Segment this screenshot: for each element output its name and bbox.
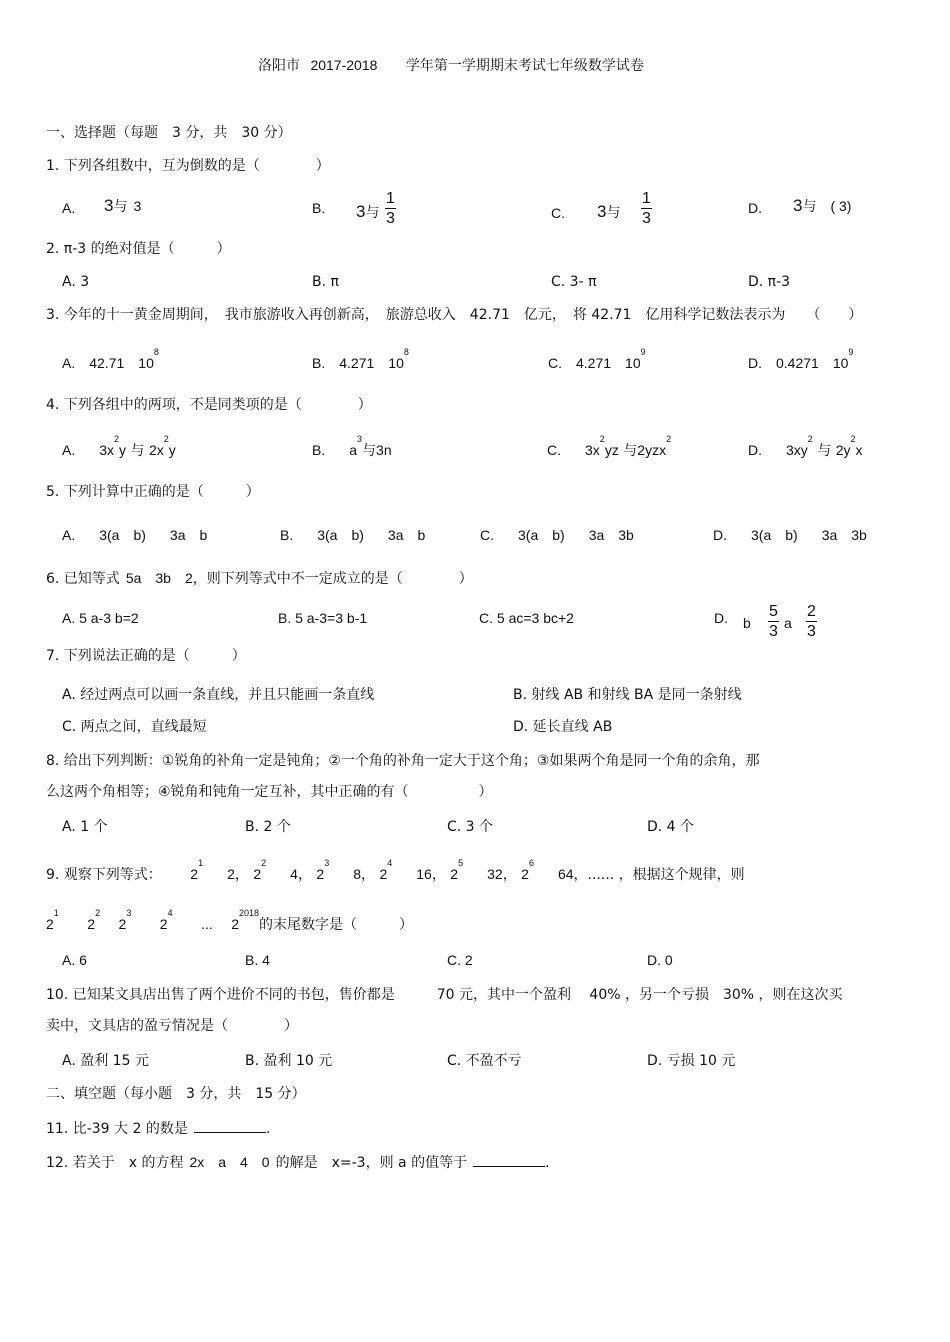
q3-stem: 3. 今年的十一黄金周期间， 我市旅游收入再创新高， 旅游总收入 42.71 亿元， 将 42.71 亿用科学记数法表示为 （ ） (46, 307, 863, 323)
q6-option-a: A. 5 a-3 b=2 (62, 610, 139, 626)
q5-stem: 5. 下列计算中正确的是（ ） (46, 484, 260, 500)
q1-option-d-label: D. (748, 200, 762, 216)
q2-stem: 2. π-3 的绝对值是（ ） (46, 241, 231, 257)
q2-option-c: C. 3- π (551, 274, 597, 290)
q6-stem: 6. 已知等式 5a 3b 2，则下列等式中不一定成立的是（ ） (46, 570, 473, 587)
q1-option-b-label: B. (312, 200, 326, 216)
q8-option-c: C. 3 个 (447, 819, 494, 835)
q4-stem: 4. 下列各组中的两项，不是同类项的是（ ） (46, 397, 372, 413)
q11-stem: 11. 比-39 大 2 的数是 . (46, 1121, 271, 1137)
q2-option-d: D. π-3 (748, 274, 791, 290)
q8-option-a: A. 1 个 (62, 819, 108, 835)
title-rest: 学年第一学期期末考试七年级数学试卷 (405, 58, 644, 74)
page-title (258, 56, 644, 75)
q6-option-d-var-b: b (743, 615, 751, 631)
q7-stem: 7. 下列说法正确的是（ ） (46, 648, 246, 664)
q6-option-d-label: D. (714, 610, 728, 626)
section-heading-fill: 二、填空题（每小题 3 分，共 15 分） (46, 1086, 306, 1102)
q10-option-c: C. 不盈不亏 (447, 1053, 522, 1069)
q4-option-a: A. $3x^2y$ 与 $2x^2y$ (62, 434, 176, 459)
q9-option-d: D. 0 (647, 952, 673, 968)
q1-stem: 1. 下列各组数中，互为倒数的是（ ） (46, 158, 330, 174)
q4-option-b: B. $a^3$与3n (312, 434, 392, 459)
q1-option-d: 3与 ( 3) (793, 196, 852, 215)
q1-option-a: 3与 3 (104, 196, 142, 215)
q6-option-c: C. 5 ac=3 bc+2 (479, 610, 574, 626)
q11-answer-blank[interactable] (194, 1120, 266, 1133)
q5-option-d: D. 3(a b) 3a 3b (713, 527, 867, 543)
q7-option-a: A. 经过两点可以画一条直线，并且只能画一条直线 (62, 687, 375, 703)
q1-option-b-fraction: 1 3 (386, 190, 395, 227)
q10-option-d: D. 亏损 10 元 (647, 1053, 736, 1069)
q6-option-d-fraction-1: 5 3 (769, 603, 778, 640)
q10-stem-line1: 10. 已知某文具店出售了两个进价不同的书包，售价都是 70 元，其中一个盈利 40% ，另一个亏损 30% ，则在这次买 (46, 987, 843, 1003)
section-heading-choice: 一、选择题（每题 3 分，共 30 分） (46, 125, 292, 141)
q1-option-b-whole: 3与 (356, 202, 380, 221)
q1-option-c-fraction: 1 3 (642, 190, 651, 227)
q9-option-b: B. 4 (245, 952, 270, 968)
q12-stem: 12. 若关于 x 的方程 2x a 4 0 的解是 x=-3，则 a 的值等于 . (46, 1154, 550, 1171)
q10-option-a: A. 盈利 15 元 (62, 1053, 149, 1069)
q3-option-d: D. 0.4271 $10^9$ (748, 347, 854, 371)
q9-expression: $2^1$ $2^2$ $2^3$ $2^4$ ... $2^{2018}$的末尾数字是（ ） (46, 908, 414, 933)
q8-option-d: D. 4 个 (647, 819, 695, 835)
q5-option-c: C. 3(a b) 3a 3b (480, 527, 634, 543)
q6-option-d-var-a: a (784, 615, 792, 631)
q4-option-c: C. $3x^2yz$ 与2yzx$^2$ (547, 434, 672, 459)
q7-option-d: D. 延长直线 AB (513, 719, 613, 735)
q8-option-b: B. 2 个 (245, 819, 291, 835)
q1-option-c-whole: 3与 (597, 202, 621, 221)
q9-option-a: A. 6 (62, 952, 87, 968)
q5-option-b: B. 3(a b) 3a b (280, 527, 426, 543)
q8-stem-line2: 么这两个角相等；④锐角和钝角一定互补，其中正确的有（ ） (46, 784, 493, 800)
q9-stem: 9. 观察下列等式： $2^12$， $2^24$， $2^38$， $2^416$， $2^532$， $2^664$，...... ，根据这个规律，则 (46, 858, 745, 883)
q10-option-b: B. 盈利 10 元 (245, 1053, 333, 1069)
q7-option-b: B. 射线 AB 和射线 BA 是同一条射线 (513, 687, 742, 703)
q9-option-c: C. 2 (447, 952, 473, 968)
q8-stem-line1: 8. 给出下列判断：①锐角的补角一定是钝角；②一个角的补角一定大于这个角；③如果两个角是同一个角的余角，那 (46, 753, 760, 769)
q5-option-a: A. 3(a b) 3a b (62, 527, 208, 543)
q10-stem-line2: 卖中，文具店的盈亏情况是（ ） (46, 1018, 298, 1034)
q7-option-c: C. 两点之间，直线最短 (62, 719, 207, 735)
q4-option-d: D. $3xy^2$ 与 $2y^2x$ (748, 434, 863, 459)
q1-option-c-label: C. (551, 205, 565, 221)
q1-option-a-label: A. (62, 200, 76, 216)
q6-option-b: B. 5 a-3=3 b-1 (278, 610, 368, 626)
q6-option-d-fraction-2: 2 3 (807, 603, 816, 640)
q3-option-a: A. 42.71 $10^8$ (62, 347, 159, 371)
q3-option-c: C. 4.271 $10^9$ (548, 347, 646, 371)
title-city: 洛阳市 (258, 58, 300, 74)
q2-option-b: B. π (312, 274, 339, 290)
q3-option-b: B. 4.271 $10^8$ (312, 347, 409, 371)
q12-answer-blank[interactable] (473, 1154, 545, 1167)
title-years: 2017-2018 (310, 57, 378, 73)
q2-option-a: A. 3 (62, 274, 90, 290)
